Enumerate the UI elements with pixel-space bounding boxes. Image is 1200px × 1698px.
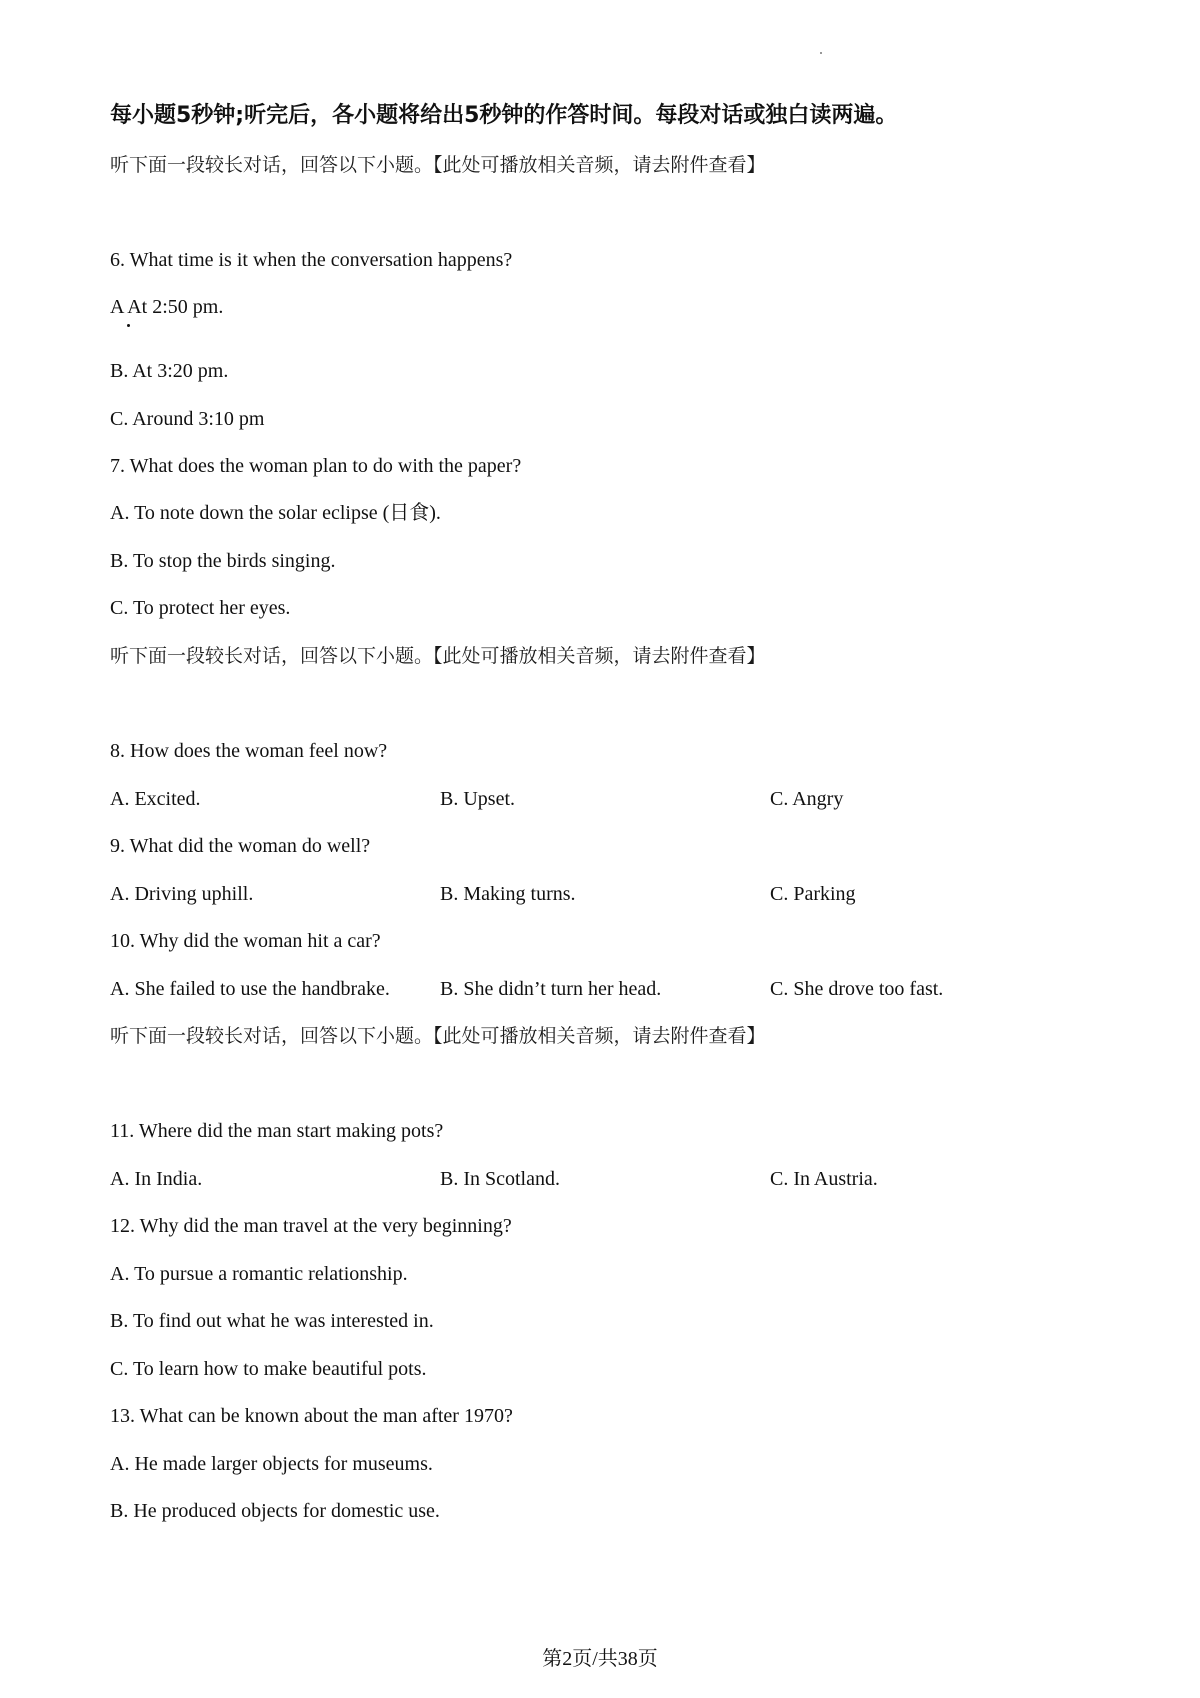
option: A. Driving uphill. bbox=[110, 883, 254, 905]
option: C. Angry bbox=[770, 788, 844, 810]
section-instruction: 每小题5秒钟;听完后，各小题将给出5秒钟的作答时间。每段对话或独白读两遍。 bbox=[110, 103, 898, 128]
option: B. Upset. bbox=[440, 788, 515, 810]
page-number: 第2页/共38页 bbox=[542, 1648, 658, 1670]
option: A At 2:50 pm. bbox=[110, 296, 224, 318]
option: C. Parking bbox=[770, 883, 856, 905]
option: B. To stop the birds singing. bbox=[110, 550, 336, 572]
option: C. Around 3:10 pm bbox=[110, 408, 265, 430]
option: B. Making turns. bbox=[440, 883, 576, 905]
question-stem: 8. How does the woman feel now? bbox=[110, 740, 388, 762]
option: C. She drove too fast. bbox=[770, 978, 944, 1000]
question-stem: 6. What time is it when the conversation happens? bbox=[110, 249, 513, 271]
option: A. Excited. bbox=[110, 788, 201, 810]
question-stem: 13. What can be known about the man after 1970? bbox=[110, 1405, 513, 1427]
question-stem: 9. What did the woman do well? bbox=[110, 835, 371, 857]
scan-speck bbox=[820, 52, 822, 54]
audio-prompt: 听下面一段较长对话，回答以下小题。【此处可播放相关音频，请去附件查看】 bbox=[110, 154, 766, 176]
option: C. To protect her eyes. bbox=[110, 597, 291, 619]
audio-prompt: 听下面一段较长对话，回答以下小题。【此处可播放相关音频，请去附件查看】 bbox=[110, 1025, 766, 1047]
option: C. To learn how to make beautiful pots. bbox=[110, 1358, 427, 1380]
question-stem: 7. What does the woman plan to do with the paper? bbox=[110, 455, 522, 477]
audio-prompt: 听下面一段较长对话，回答以下小题。【此处可播放相关音频，请去附件查看】 bbox=[110, 645, 766, 667]
option: B. At 3:20 pm. bbox=[110, 360, 229, 382]
stray-dot bbox=[127, 324, 130, 327]
option: A. To note down the solar eclipse (日食). bbox=[110, 502, 441, 524]
question-stem: 12. Why did the man travel at the very beginning? bbox=[110, 1215, 512, 1237]
option: C. In Austria. bbox=[770, 1168, 878, 1190]
option: A. To pursue a romantic relationship. bbox=[110, 1263, 408, 1285]
option: B. To find out what he was interested in. bbox=[110, 1310, 434, 1332]
option: A. She failed to use the handbrake. bbox=[110, 978, 390, 1000]
option: A. In India. bbox=[110, 1168, 203, 1190]
option: A. He made larger objects for museums. bbox=[110, 1453, 433, 1475]
question-stem: 10. Why did the woman hit a car? bbox=[110, 930, 381, 952]
option: B. In Scotland. bbox=[440, 1168, 560, 1190]
option: B. He produced objects for domestic use. bbox=[110, 1500, 440, 1522]
option: B. She didn’t turn her head. bbox=[440, 978, 662, 1000]
question-stem: 11. Where did the man start making pots? bbox=[110, 1120, 444, 1142]
